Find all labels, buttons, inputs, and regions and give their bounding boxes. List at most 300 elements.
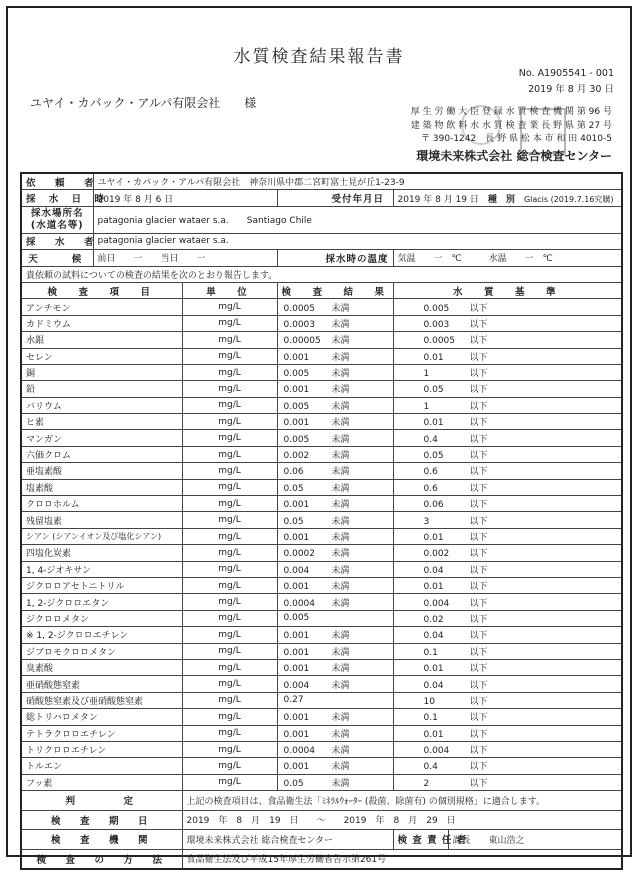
result-value: 0.005 — [283, 434, 310, 445]
item-result — [277, 725, 393, 741]
result-row — [21, 315, 622, 331]
result-row — [21, 676, 622, 692]
result-flag: 未満 — [331, 467, 350, 478]
result-value: 0.001 — [283, 582, 310, 593]
result-value: 0.0004 — [283, 746, 315, 757]
item-result — [277, 643, 393, 659]
sample-date-value: 2019 年 8 月 6 日 — [93, 190, 277, 206]
item-standard — [393, 364, 622, 380]
result-value: 0.005 — [283, 613, 310, 624]
standard-value: 0.002 — [423, 549, 450, 560]
item-name: テトラクロロエチレン — [21, 725, 182, 741]
standard-value: 0.04 — [423, 631, 444, 642]
judgment-value: 上記の検査項目は、食品衛生法「ﾐﾈﾗﾙｳｫｰﾀｰ (殺菌、除菌有) の個別規格」に適合します。 — [182, 791, 622, 811]
item-result — [277, 774, 393, 790]
item-result — [277, 692, 393, 708]
item-name: 六価クロム — [21, 446, 182, 462]
result-value: 0.001 — [283, 533, 310, 543]
item-name: クロロホルム — [21, 496, 182, 512]
standard-note: 以下 — [469, 533, 488, 543]
item-unit: mg/L — [182, 758, 277, 774]
result-value: 0.001 — [283, 664, 310, 675]
standard-note: 以下 — [469, 614, 488, 625]
place-value: patagonia glacier wataer s.a. Santiago Chile — [93, 206, 622, 233]
standard-note: 以下 — [469, 303, 488, 314]
result-row — [21, 643, 622, 659]
col-standard: 水 質 基 準 — [393, 282, 622, 298]
item-unit: mg/L — [182, 528, 277, 544]
item-standard — [393, 512, 622, 528]
standard-value: 0.01 — [423, 533, 444, 543]
result-value: 0.001 — [283, 631, 310, 642]
item-result — [277, 709, 393, 725]
item-name: ヒ素 — [21, 414, 182, 430]
standard-value: 0.6 — [423, 483, 438, 494]
result-value: 0.001 — [283, 713, 310, 724]
org-value: 環境未来株式会社 総合検査センター — [182, 830, 393, 850]
item-standard — [393, 528, 622, 544]
item-standard — [393, 725, 622, 741]
result-row — [21, 741, 622, 757]
item-unit: mg/L — [182, 512, 277, 528]
item-standard — [393, 774, 622, 790]
judgment-row — [21, 791, 622, 811]
item-result — [277, 561, 393, 577]
item-standard — [393, 676, 622, 692]
issuer-block — [411, 106, 612, 163]
standard-note: 以下 — [469, 582, 488, 593]
item-name: マンガン — [21, 430, 182, 446]
item-result — [277, 741, 393, 757]
result-flag: 未満 — [331, 303, 350, 314]
result-row — [21, 610, 622, 626]
item-name: ジクロロアセトニトリル — [21, 577, 182, 593]
judgment-label: 判 定 — [21, 791, 182, 811]
result-value: 0.005 — [283, 369, 310, 380]
item-name: 1, 2-ジクロロエタン — [21, 594, 182, 610]
item-result — [277, 332, 393, 348]
item-name: カドミウム — [21, 315, 182, 331]
result-value: 0.005 — [283, 401, 310, 412]
result-value: 0.05 — [283, 516, 304, 527]
result-row — [21, 545, 622, 561]
result-value: 0.001 — [283, 385, 310, 396]
result-value: 0.002 — [283, 451, 310, 462]
standard-note: 以下 — [469, 418, 488, 429]
item-result — [277, 676, 393, 692]
standard-note: 以下 — [469, 451, 488, 462]
result-flag: 未満 — [331, 352, 350, 363]
item-unit: mg/L — [182, 545, 277, 561]
item-result — [277, 659, 393, 675]
result-row — [21, 577, 622, 593]
standard-note: 以下 — [469, 778, 488, 789]
result-row — [21, 299, 622, 315]
issuer-registration-2: 建 築 物 飲 料 水 水 質 検 査 業 長 野 県 第 27 号 — [410, 120, 612, 131]
standard-value: 0.02 — [423, 614, 444, 625]
item-name: アンチモン — [21, 299, 182, 315]
standard-value: 0.005 — [423, 303, 450, 314]
item-name: 残留塩素 — [21, 512, 182, 528]
standard-value: 0.004 — [423, 598, 450, 609]
item-result — [277, 594, 393, 610]
weather-row — [21, 250, 622, 266]
standard-value: 0.4 — [423, 762, 438, 773]
item-unit: mg/L — [182, 709, 277, 725]
standard-value: 0.1 — [423, 713, 438, 724]
item-result — [277, 496, 393, 512]
report-table — [20, 172, 623, 870]
item-result — [277, 577, 393, 593]
item-unit: mg/L — [182, 397, 277, 413]
item-unit: mg/L — [182, 430, 277, 446]
org-row — [21, 830, 622, 850]
standard-value: 0.4 — [423, 434, 438, 445]
period-label: 検 査 期 日 — [21, 810, 182, 830]
item-standard — [393, 594, 622, 610]
item-standard — [393, 397, 622, 413]
result-row — [21, 627, 622, 643]
standard-value: 0.01 — [423, 418, 444, 429]
result-flag: 未満 — [331, 647, 350, 658]
result-value: 0.001 — [283, 418, 310, 429]
item-unit: mg/L — [182, 676, 277, 692]
client-name: ユヤイ・カパック・アルパ有限会社 様 — [30, 96, 257, 110]
item-standard — [393, 577, 622, 593]
org-label: 検 査 機 関 — [21, 830, 182, 850]
item-unit: mg/L — [182, 741, 277, 757]
place-row — [21, 206, 622, 233]
result-row — [21, 479, 622, 495]
standard-note: 以下 — [469, 696, 488, 707]
standard-value: 0.05 — [423, 385, 444, 396]
result-row — [21, 381, 622, 397]
result-value: 0.06 — [283, 467, 304, 478]
result-row — [21, 397, 622, 413]
standard-note: 以下 — [469, 385, 488, 396]
result-row — [21, 364, 622, 380]
result-value: 0.001 — [283, 647, 310, 658]
item-standard — [393, 758, 622, 774]
item-standard — [393, 315, 622, 331]
item-standard — [393, 463, 622, 479]
item-result — [277, 299, 393, 315]
item-standard — [393, 496, 622, 512]
standard-value: 0.6 — [423, 467, 438, 478]
result-flag: 未満 — [331, 418, 350, 429]
item-name: 亜塩素酸 — [21, 463, 182, 479]
standard-note: 以下 — [469, 319, 488, 330]
item-unit: mg/L — [182, 692, 277, 708]
received-and-kind: 2019 年 8 月 19 日 種 別 Glacis (2019.7.16究購) — [393, 190, 622, 206]
standard-note: 以下 — [469, 483, 488, 494]
result-row — [21, 725, 622, 741]
item-unit: mg/L — [182, 496, 277, 512]
standard-value: 0.01 — [423, 664, 444, 675]
result-flag: 未満 — [331, 369, 350, 380]
standard-note: 以下 — [469, 500, 488, 511]
standard-note: 以下 — [469, 565, 488, 576]
col-result: 検 査 結 果 — [277, 282, 393, 298]
item-name: 鉛 — [21, 381, 182, 397]
sample-date-label: 採 水 日 時 — [21, 190, 93, 206]
item-unit: mg/L — [182, 381, 277, 397]
item-result — [277, 758, 393, 774]
item-result — [277, 364, 393, 380]
item-name: 総トリハロメタン — [21, 709, 182, 725]
item-name: トリクロロエチレン — [21, 741, 182, 757]
item-unit: mg/L — [182, 594, 277, 610]
standard-note: 以下 — [469, 598, 488, 609]
document-meta — [519, 66, 614, 98]
result-row — [21, 774, 622, 790]
item-standard — [393, 381, 622, 397]
item-result — [277, 512, 393, 528]
result-row — [21, 446, 622, 462]
col-unit: 単 位 — [182, 282, 277, 298]
period-row — [21, 810, 622, 830]
item-standard — [393, 299, 622, 315]
standard-value: 0.0005 — [423, 336, 455, 347]
report-title: 水質検査結果報告書 — [233, 47, 405, 67]
standard-note: 以下 — [469, 549, 488, 560]
temp-label: 採水時の温度 — [277, 250, 393, 266]
sample-date-row — [21, 190, 622, 206]
standard-note: 以下 — [469, 434, 488, 445]
place-label: 採水場所名 (水道名等) — [21, 206, 93, 233]
item-name: 銅 — [21, 364, 182, 380]
result-flag: 未満 — [331, 516, 350, 527]
result-row — [21, 561, 622, 577]
standard-note: 以下 — [469, 746, 488, 757]
result-row — [21, 692, 622, 708]
item-standard — [393, 561, 622, 577]
sampler-row — [21, 233, 622, 249]
result-value: 0.001 — [283, 729, 310, 740]
result-row — [21, 512, 622, 528]
intro-row — [21, 266, 622, 282]
result-value: 0.001 — [283, 500, 310, 511]
standard-value: 0.01 — [423, 352, 444, 363]
result-row — [21, 594, 622, 610]
footer-rows — [21, 791, 622, 870]
item-name: セレン — [21, 348, 182, 364]
result-value: 0.001 — [283, 352, 310, 363]
item-name: 水銀 — [21, 332, 182, 348]
item-unit: mg/L — [182, 725, 277, 741]
result-flag: 未満 — [331, 680, 350, 691]
standard-note: 以下 — [469, 762, 488, 773]
result-row — [21, 709, 622, 725]
item-unit: mg/L — [182, 364, 277, 380]
item-standard — [393, 479, 622, 495]
method-label: 検 査 の 方 法 — [21, 849, 182, 869]
item-unit: mg/L — [182, 348, 277, 364]
item-name: 亜硝酸態窒素 — [21, 676, 182, 692]
result-flag: 未満 — [331, 336, 350, 347]
result-value: 0.004 — [283, 565, 310, 576]
item-name: シアン (シアンイオン及び塩化シアン) — [21, 528, 182, 544]
result-value: 0.05 — [283, 483, 304, 494]
result-value: 0.0005 — [283, 303, 315, 314]
standard-note: 以下 — [469, 647, 488, 658]
result-flag: 未満 — [331, 385, 350, 396]
standard-note: 以下 — [469, 336, 488, 347]
item-standard — [393, 414, 622, 430]
result-row — [21, 463, 622, 479]
column-header-row — [21, 282, 622, 298]
item-name: 硝酸態窒素及び亜硝酸態窒素 — [21, 692, 182, 708]
standard-value: 0.01 — [423, 729, 444, 740]
result-flag: 未満 — [331, 582, 350, 593]
result-value: 0.0003 — [283, 319, 315, 330]
issuer-company: 環境未来株式会社 総合検査センター — [416, 148, 612, 163]
item-result — [277, 463, 393, 479]
item-result — [277, 627, 393, 643]
result-flag: 未満 — [331, 762, 350, 773]
period-value: 2019 年 8 月 19 日 ～ 2019 年 8 月 29 日 — [182, 810, 622, 830]
item-unit: mg/L — [182, 414, 277, 430]
item-unit: mg/L — [182, 659, 277, 675]
item-standard — [393, 692, 622, 708]
result-flag: 未満 — [331, 713, 350, 724]
standard-note: 以下 — [469, 664, 488, 675]
result-value: 0.27 — [283, 695, 304, 706]
item-result — [277, 397, 393, 413]
client-row — [21, 173, 622, 190]
issuer-address: 〒 390-1242 長 野 県 松 本 市 和 田 4010-5 — [421, 134, 612, 144]
item-name: ジクロロメタン — [21, 610, 182, 626]
item-result — [277, 315, 393, 331]
item-name: フッ素 — [21, 774, 182, 790]
item-result — [277, 528, 393, 544]
item-unit: mg/L — [182, 463, 277, 479]
item-unit: mg/L — [182, 643, 277, 659]
standard-value: 0.01 — [423, 582, 444, 593]
result-flag: 未満 — [331, 549, 350, 560]
standard-note: 以下 — [469, 352, 488, 363]
item-unit: mg/L — [182, 299, 277, 315]
item-standard — [393, 332, 622, 348]
item-unit: mg/L — [182, 561, 277, 577]
intro-text: 貴依頼の試料についての検査の結果を次のとおり報告します。 — [21, 266, 622, 282]
item-result — [277, 348, 393, 364]
result-value: 0.0002 — [283, 549, 315, 560]
method-row — [21, 849, 622, 869]
result-flag: 未満 — [331, 746, 350, 757]
method-value: 食品衛生法及び平成15年厚生労働省告示第261号 — [182, 849, 622, 869]
item-name: トルエン — [21, 758, 182, 774]
client-value: ユヤイ・カパック・アルパ有限会社 神奈川県中郡二宮町富士見が丘1-23-9 — [93, 173, 622, 190]
result-flag: 未満 — [331, 434, 350, 445]
item-unit: mg/L — [182, 577, 277, 593]
item-result — [277, 610, 393, 626]
standard-value: 0.04 — [423, 680, 444, 691]
item-standard — [393, 545, 622, 561]
item-result — [277, 479, 393, 495]
result-flag: 未満 — [331, 598, 350, 609]
result-value: 0.004 — [283, 680, 310, 691]
item-unit: mg/L — [182, 610, 277, 626]
result-row — [21, 496, 622, 512]
result-row — [21, 332, 622, 348]
item-result — [277, 414, 393, 430]
standard-note: 以下 — [469, 401, 488, 412]
client-label: 依 頼 者 — [21, 173, 93, 190]
result-row — [21, 348, 622, 364]
result-value: 0.0004 — [283, 598, 315, 609]
sampler-value: patagonia glacier wataer s.a. — [93, 233, 622, 249]
item-name: 1, 4-ジオキサン — [21, 561, 182, 577]
item-name: 塩素酸 — [21, 479, 182, 495]
issuer-registration-1: 厚 生 労 働 大 臣 登 録 水 質 検 査 機 関 第 96 号 — [410, 107, 612, 117]
item-standard — [393, 741, 622, 757]
standard-value: 2 — [423, 778, 430, 789]
temp-value: 気温 一 ℃ 水温 一 ℃ — [393, 250, 622, 266]
result-row — [21, 414, 622, 430]
result-flag: 未満 — [331, 500, 350, 511]
standard-value: 0.1 — [423, 647, 438, 658]
result-value: 0.001 — [283, 762, 310, 773]
item-unit: mg/L — [182, 627, 277, 643]
standard-value: 1 — [423, 401, 430, 412]
result-flag: 未満 — [331, 778, 350, 789]
standard-note: 以下 — [469, 631, 488, 642]
standard-note: 以下 — [469, 516, 488, 527]
standard-value: 10 — [423, 696, 435, 707]
result-flag: 未満 — [331, 451, 350, 462]
standard-note: 以下 — [469, 467, 488, 478]
standard-note: 以下 — [469, 713, 488, 724]
result-flag: 未満 — [331, 319, 350, 330]
item-unit: mg/L — [182, 332, 277, 348]
result-flag: 未満 — [331, 631, 350, 642]
item-name: ※ 1, 2-ジクロロエチレン — [21, 627, 182, 643]
result-flag: 未満 — [331, 483, 350, 494]
item-result — [277, 430, 393, 446]
weather-value: 前日 一 当日 一 — [93, 250, 277, 266]
responsible-label: 検 査 責 任 者 — [393, 830, 448, 850]
sampler-label: 採 水 者 — [21, 233, 93, 249]
standard-note: 以下 — [469, 369, 488, 380]
item-standard — [393, 610, 622, 626]
result-rows — [21, 299, 622, 791]
item-result — [277, 381, 393, 397]
standard-value: 0.04 — [423, 565, 444, 576]
item-unit: mg/L — [182, 315, 277, 331]
result-row — [21, 659, 622, 675]
item-result — [277, 545, 393, 561]
item-standard — [393, 627, 622, 643]
item-standard — [393, 659, 622, 675]
weather-label: 天 候 — [21, 250, 93, 266]
issue-date: 2019 年 8 月 30 日 — [528, 84, 614, 95]
item-unit: mg/L — [182, 446, 277, 462]
standard-value: 3 — [423, 516, 430, 527]
received-label: 受付年月日 — [277, 190, 393, 206]
standard-note: 以下 — [469, 680, 488, 691]
result-flag: 未満 — [331, 729, 350, 740]
standard-value: 0.003 — [423, 319, 450, 330]
standard-value: 0.06 — [423, 500, 444, 511]
standard-note: 以下 — [469, 729, 488, 740]
standard-value: 0.004 — [423, 746, 450, 757]
item-standard — [393, 709, 622, 725]
item-standard — [393, 446, 622, 462]
item-unit: mg/L — [182, 479, 277, 495]
item-name: 臭素酸 — [21, 659, 182, 675]
result-flag: 未満 — [331, 565, 350, 576]
